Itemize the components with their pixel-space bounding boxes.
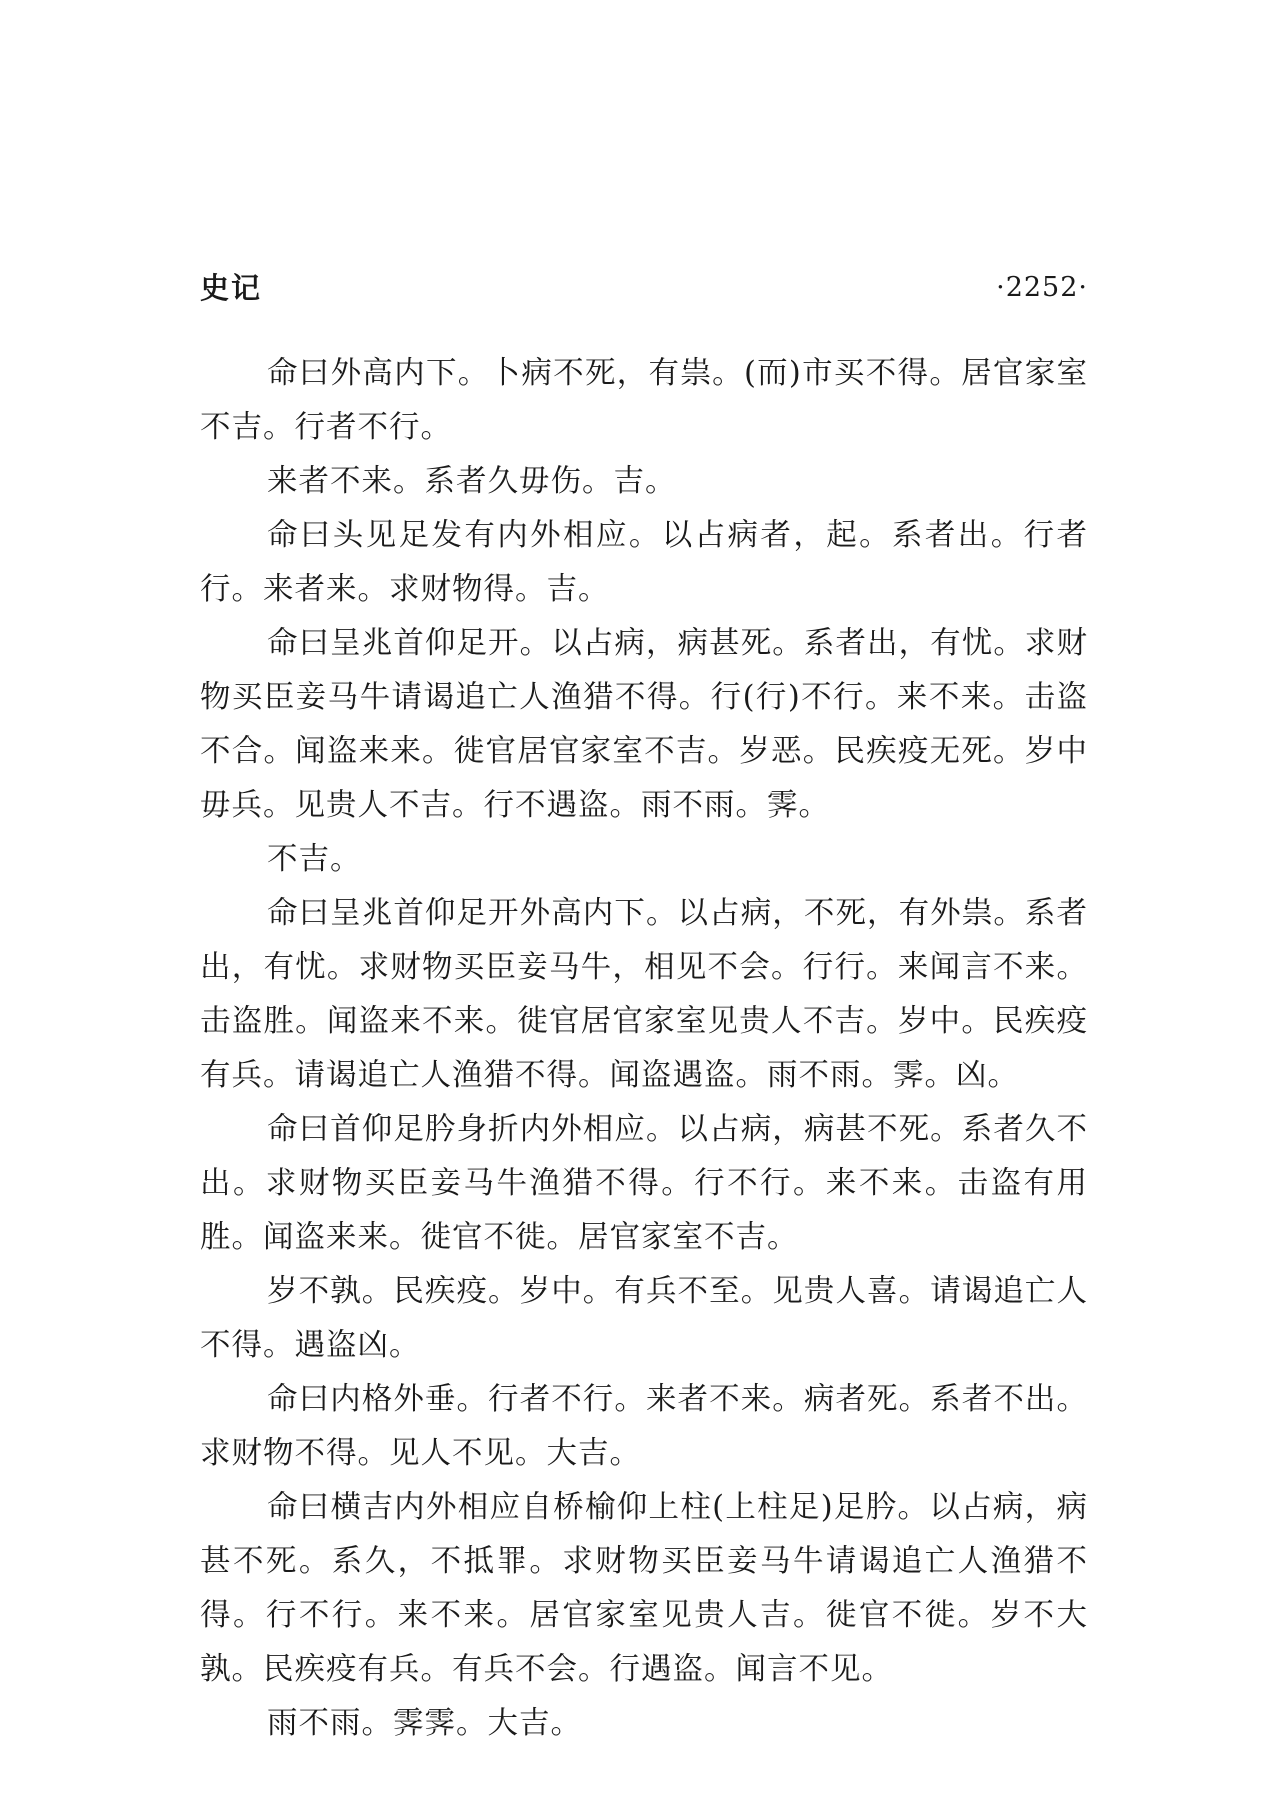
- page-header: [200, 268, 1088, 308]
- book-title: 史记: [200, 271, 263, 305]
- paragraph: 命曰头见足发有内外相应。以占病者，起。系者出。行者行。来者来。求财物得。吉。: [200, 518, 1088, 607]
- page-body: [200, 347, 1088, 1751]
- paragraph: 命曰呈兆首仰足开外高内下。以占病，不死，有外祟。系者出，有忧。求财物买臣妾马牛，相见不会。行行。来闻言不来。击盗胜。闻盗来不来。徙官居官家室见贵人不吉。岁中。民疾疫有兵。请谒追亡人渔猎不得。闻盗遇盗。雨不雨。霁。凶。: [200, 896, 1088, 1093]
- page-number: ·2252·: [996, 272, 1088, 303]
- paragraph: 命曰首仰足肣身折内外相应。以占病，病甚不死。系者久不出。求财物买臣妾马牛渔猎不得。行不行。来不来。击盗有用胜。闻盗来来。徙官不徙。居官家室不吉。: [200, 1112, 1088, 1255]
- paragraph: 命曰横吉内外相应自桥榆仰上柱(上柱足)足肣。以占病，病甚不死。系久，不抵罪。求财物买臣妾马牛请谒追亡人渔猎不得。行不行。来不来。居官家室见贵人吉。徙官不徙。岁不大孰。民疾疫有兵。有兵不会。行遇盗。闻言不见。: [200, 1490, 1088, 1687]
- paragraph: 岁不孰。民疾疫。岁中。有兵不至。见贵人喜。请谒追亡人不得。遇盗凶。: [200, 1274, 1088, 1363]
- paragraph: 命曰内格外垂。行者不行。来者不来。病者死。系者不出。求财物不得。见人不见。大吉。: [200, 1382, 1088, 1471]
- paragraph: 命曰外高内下。卜病不死，有祟。(而)市买不得。居官家室不吉。行者不行。: [200, 356, 1088, 445]
- paragraph: 来者不来。系者久毋伤。吉。: [267, 464, 677, 499]
- paragraph: 雨不雨。霁霁。大吉。: [267, 1706, 582, 1741]
- paragraph: 不吉。: [267, 842, 362, 877]
- paragraph: 命曰呈兆首仰足开。以占病，病甚死。系者出，有忧。求财物买臣妾马牛请谒追亡人渔猎不得。行(行)不行。来不来。击盗不合。闻盗来来。徙官居官家室不吉。岁恶。民疾疫无死。岁中毋兵。见贵人不吉。行不遇盗。雨不雨。霁。: [200, 626, 1088, 823]
